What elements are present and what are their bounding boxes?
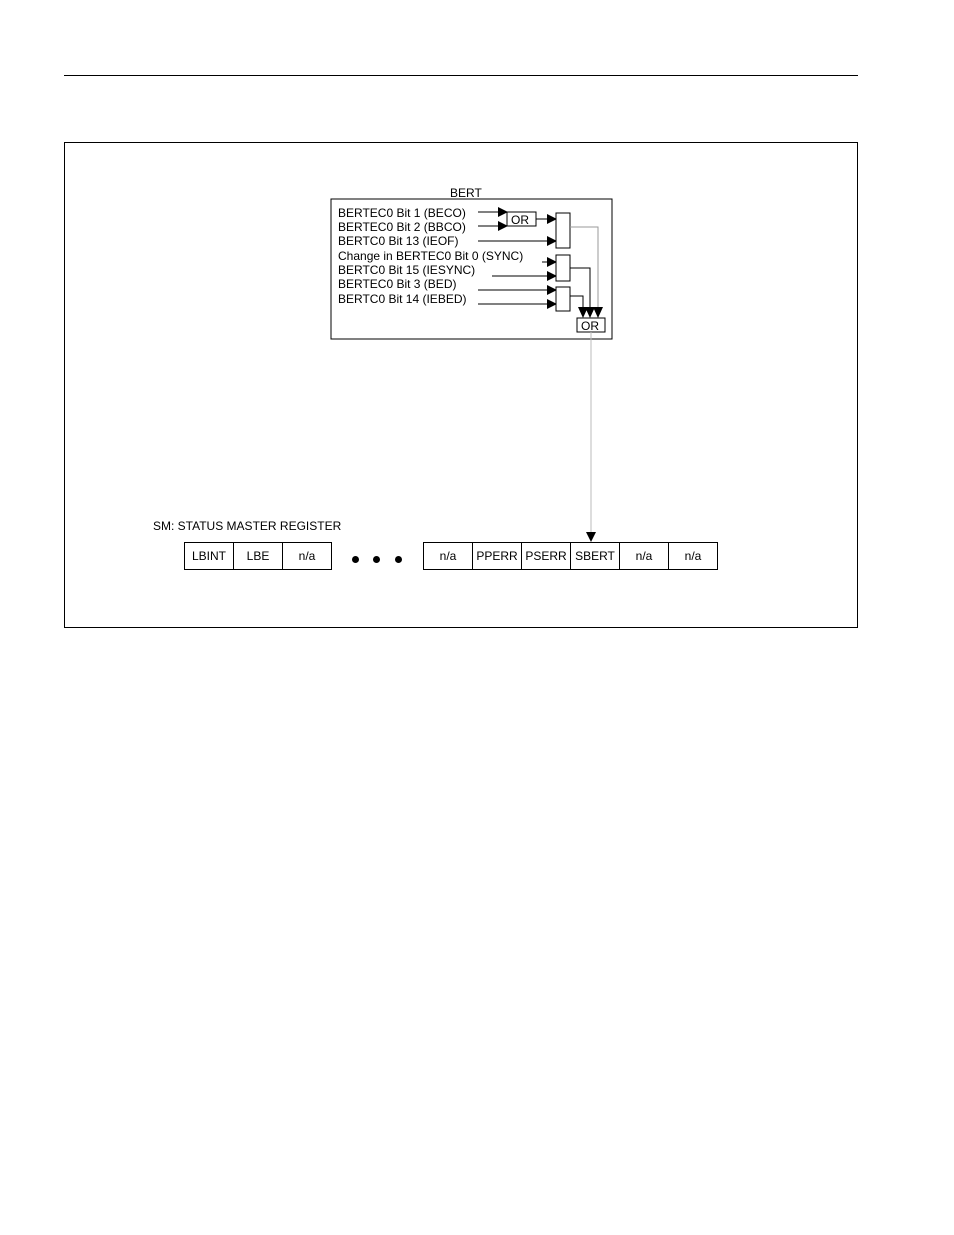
- and-1-output: [570, 227, 598, 317]
- status-master-title: SM: STATUS MASTER REGISTER: [153, 519, 342, 533]
- sbert-arrowhead: [586, 532, 596, 542]
- bert-input-label: BERTEC0 Bit 3 (BED): [338, 277, 457, 291]
- or-gate-1-label: OR: [511, 213, 529, 227]
- bert-input-label: Change in BERTEC0 Bit 0 (SYNC): [338, 249, 524, 263]
- bert-input-label: BERTC0 Bit 15 (IESYNC): [338, 263, 476, 277]
- or-gate-2-label: OR: [581, 319, 599, 333]
- arrowhead: [585, 307, 595, 318]
- bert-input-label: BERTC0 Bit 14 (IEBED): [338, 292, 467, 306]
- and-gate-3: [556, 287, 570, 311]
- bert-input-label: BERTC0 Bit 13 (IEOF): [338, 234, 459, 248]
- and-gate-2: [556, 255, 570, 281]
- register-cell: LBE: [233, 542, 283, 570]
- register-cell-sbert: SBERT: [570, 542, 620, 570]
- bert-input-label: BERTEC0 Bit 2 (BBCO): [338, 220, 466, 234]
- and-3-output: [570, 296, 583, 317]
- arrowhead: [593, 307, 603, 318]
- register-cell: n/a: [668, 542, 718, 570]
- ellipsis-dot: [352, 556, 359, 563]
- and-gate-1: [556, 213, 570, 248]
- register-cell: PPERR: [472, 542, 522, 570]
- register-cell: LBINT: [184, 542, 234, 570]
- bert-input-label: BERTEC0 Bit 1 (BECO): [338, 206, 466, 220]
- register-cell: n/a: [423, 542, 473, 570]
- ellipsis-dot: [373, 556, 380, 563]
- register-cell: n/a: [282, 542, 332, 570]
- register-cell: n/a: [619, 542, 669, 570]
- bert-block-title: BERT: [450, 186, 482, 200]
- register-cell: PSERR: [521, 542, 571, 570]
- ellipsis-dot: [395, 556, 402, 563]
